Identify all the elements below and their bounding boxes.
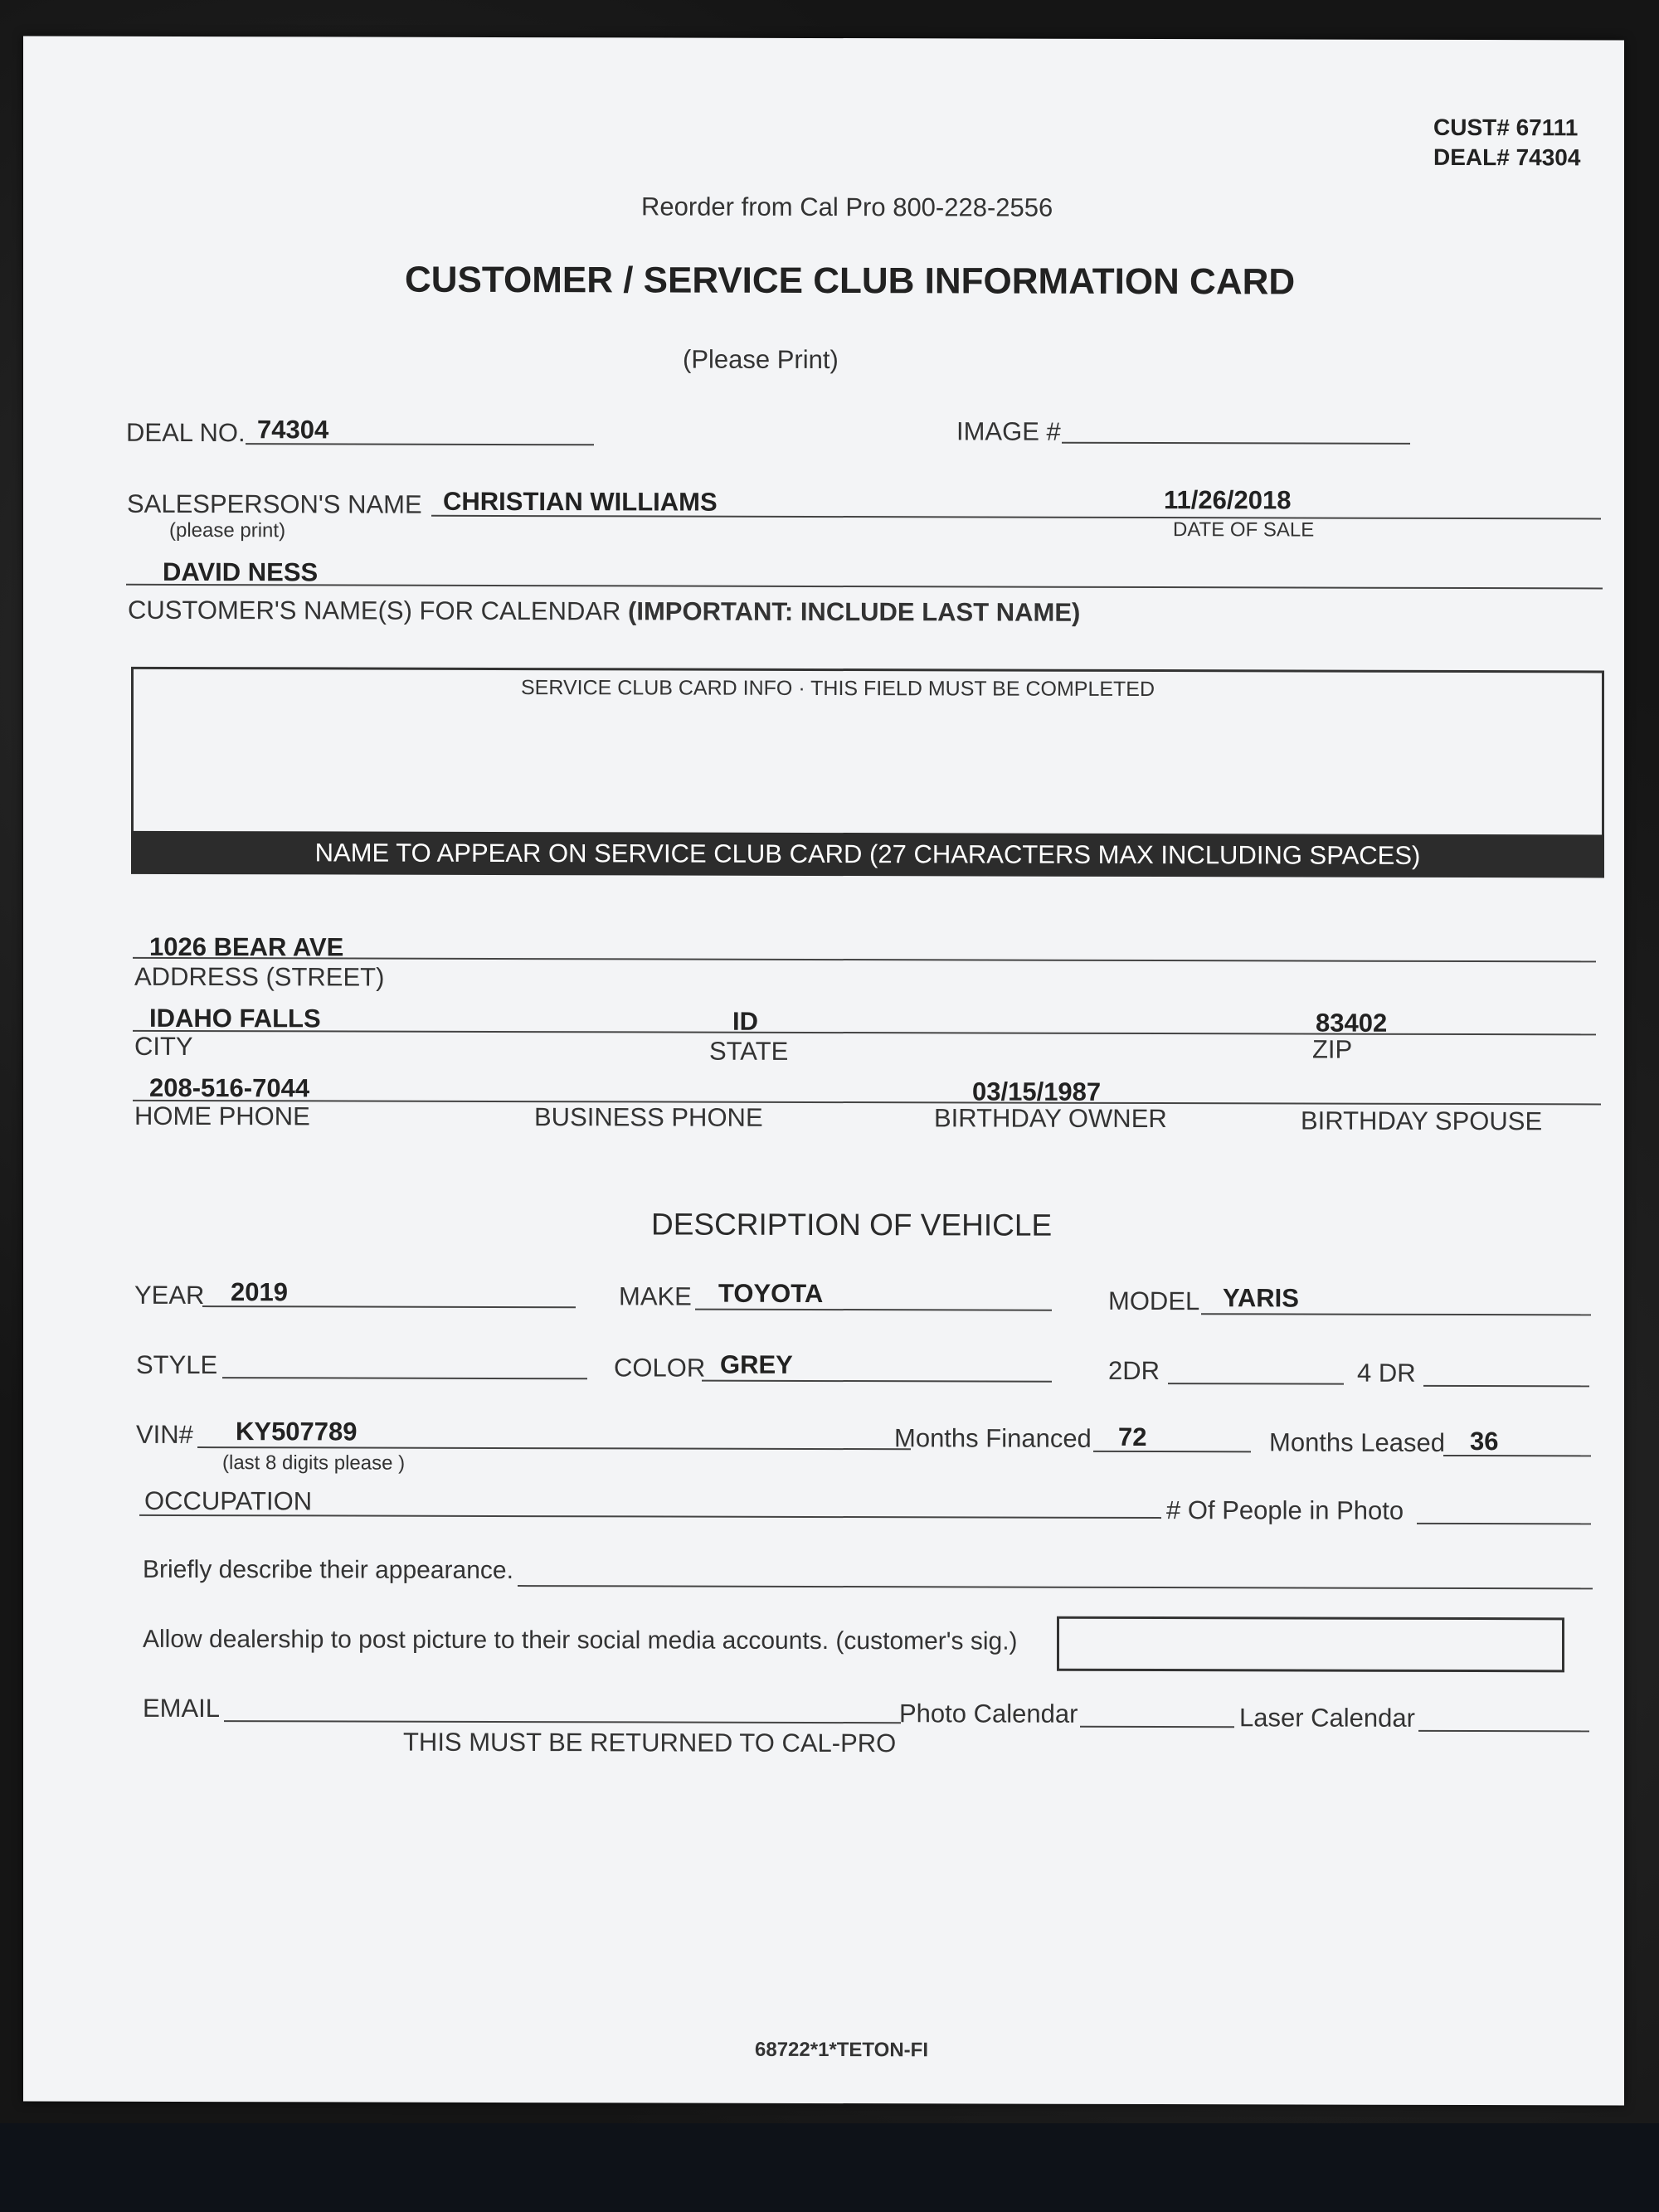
laser-calendar-label: Laser Calendar bbox=[1239, 1703, 1415, 1733]
months-financed-line bbox=[1093, 1451, 1251, 1452]
make-label: MAKE bbox=[619, 1281, 692, 1311]
people-in-photo-label: # Of People in Photo bbox=[1166, 1495, 1404, 1525]
street-label: ADDRESS (STREET) bbox=[134, 961, 385, 992]
four-door-line[interactable] bbox=[1423, 1385, 1589, 1388]
photo-calendar-line[interactable] bbox=[1080, 1726, 1234, 1728]
model-label: MODEL bbox=[1108, 1286, 1200, 1316]
please-print-note: (Please Print) bbox=[683, 344, 839, 375]
two-door-label: 2DR bbox=[1108, 1355, 1160, 1386]
date-of-sale-label: DATE OF SALE bbox=[1173, 518, 1315, 542]
cust-number: CUST# 67111 bbox=[1433, 114, 1579, 141]
home-phone-value[interactable]: 208-516-7044 bbox=[149, 1072, 310, 1103]
make-line bbox=[695, 1309, 1052, 1311]
signature-box[interactable] bbox=[1057, 1616, 1564, 1673]
home-phone-label: HOME PHONE bbox=[134, 1101, 310, 1131]
form-code: 68722*1*TETON-FI bbox=[755, 2038, 928, 2062]
model-line bbox=[1201, 1313, 1591, 1315]
months-financed-value[interactable]: 72 bbox=[1118, 1422, 1147, 1452]
page-title: CUSTOMER / SERVICE CLUB INFORMATION CARD bbox=[405, 259, 1296, 303]
service-club-box-label: SERVICE CLUB CARD INFO · THIS FIELD MUST BE COMPLETED bbox=[521, 676, 1155, 702]
customer-name-label bbox=[128, 596, 1080, 628]
people-in-photo-line[interactable] bbox=[1417, 1523, 1591, 1525]
service-club-banner: NAME TO APPEAR ON SERVICE CLUB CARD (27 CHARACTERS MAX INCLUDING SPACES) bbox=[131, 831, 1604, 878]
return-note: THIS MUST BE RETURNED TO CAL-PRO bbox=[403, 1727, 897, 1758]
date-of-sale-value[interactable]: 11/26/2018 bbox=[1164, 485, 1292, 515]
zip-label: ZIP bbox=[1312, 1034, 1353, 1064]
appearance-line[interactable] bbox=[518, 1585, 1593, 1589]
birthday-spouse-label: BIRTHDAY SPOUSE bbox=[1301, 1106, 1543, 1136]
four-door-label: 4 DR bbox=[1357, 1358, 1416, 1388]
year-value[interactable]: 2019 bbox=[231, 1277, 288, 1307]
model-value[interactable]: YARIS bbox=[1223, 1283, 1299, 1313]
laser-calendar-line[interactable] bbox=[1418, 1730, 1589, 1733]
street-value[interactable]: 1026 BEAR AVE bbox=[149, 931, 344, 962]
zip-value[interactable]: 83402 bbox=[1316, 1008, 1388, 1038]
birthday-owner-value[interactable]: 03/15/1987 bbox=[972, 1077, 1102, 1106]
salesperson-label: SALESPERSON'S NAME bbox=[127, 489, 422, 519]
color-label: COLOR bbox=[614, 1353, 706, 1383]
occupation-line[interactable] bbox=[139, 1514, 1161, 1519]
birthday-owner-label: BIRTHDAY OWNER bbox=[934, 1103, 1167, 1134]
two-door-line[interactable] bbox=[1168, 1383, 1344, 1385]
city-value[interactable]: IDAHO FALLS bbox=[149, 1003, 321, 1033]
vin-label: VIN# bbox=[136, 1419, 193, 1450]
occupation-label: OCCUPATION bbox=[144, 1485, 313, 1516]
deal-number-top: DEAL# 74304 bbox=[1433, 143, 1581, 171]
vehicle-section-heading: DESCRIPTION OF VEHICLE bbox=[651, 1207, 1053, 1242]
vin-sub: (last 8 digits please ) bbox=[222, 1451, 406, 1475]
color-value[interactable]: GREY bbox=[720, 1349, 793, 1379]
color-line bbox=[702, 1380, 1052, 1383]
information-card-sheet bbox=[23, 36, 1624, 2105]
reorder-note: Reorder from Cal Pro 800-228-2556 bbox=[641, 192, 1053, 222]
deal-no-value[interactable]: 74304 bbox=[257, 415, 329, 445]
months-financed-label: Months Financed bbox=[894, 1423, 1092, 1453]
vin-value[interactable]: KY507789 bbox=[236, 1417, 358, 1446]
months-leased-line bbox=[1443, 1455, 1591, 1456]
salesperson-sub: (please print) bbox=[169, 518, 286, 542]
image-no-label: IMAGE # bbox=[956, 416, 1061, 446]
customer-name-important: (IMPORTANT: INCLUDE LAST NAME) bbox=[628, 596, 1081, 627]
customer-name-line bbox=[126, 584, 1603, 590]
email-line[interactable] bbox=[224, 1720, 901, 1723]
state-value[interactable]: ID bbox=[732, 1006, 758, 1036]
photo-calendar-label: Photo Calendar bbox=[899, 1699, 1078, 1728]
street-line bbox=[133, 957, 1596, 963]
floor-background bbox=[0, 2123, 1659, 2212]
customer-name-label-text: CUSTOMER'S NAME(S) FOR CALENDAR bbox=[128, 595, 621, 626]
make-value[interactable]: TOYOTA bbox=[718, 1278, 824, 1308]
year-label: YEAR bbox=[134, 1280, 205, 1310]
salesperson-value[interactable]: CHRISTIAN WILLIAMS bbox=[443, 486, 718, 517]
email-label: EMAIL bbox=[143, 1693, 221, 1723]
months-leased-label: Months Leased bbox=[1269, 1427, 1445, 1457]
style-label: STYLE bbox=[136, 1349, 218, 1380]
months-leased-value[interactable]: 36 bbox=[1470, 1427, 1499, 1456]
customer-name-value[interactable]: DAVID NESS bbox=[163, 557, 319, 587]
social-media-label: Allow dealership to post picture to their social media accounts. (customer's sig.) bbox=[143, 1625, 1018, 1655]
image-no-line[interactable] bbox=[1062, 442, 1410, 445]
phones-line bbox=[133, 1100, 1601, 1106]
appearance-label: Briefly describe their appearance. bbox=[143, 1555, 513, 1585]
vin-line bbox=[197, 1446, 911, 1450]
style-line[interactable] bbox=[222, 1377, 587, 1379]
state-label: STATE bbox=[709, 1036, 789, 1066]
city-label: CITY bbox=[134, 1031, 193, 1062]
business-phone-label: BUSINESS PHONE bbox=[534, 1102, 763, 1132]
deal-no-label: DEAL NO. bbox=[126, 417, 246, 448]
